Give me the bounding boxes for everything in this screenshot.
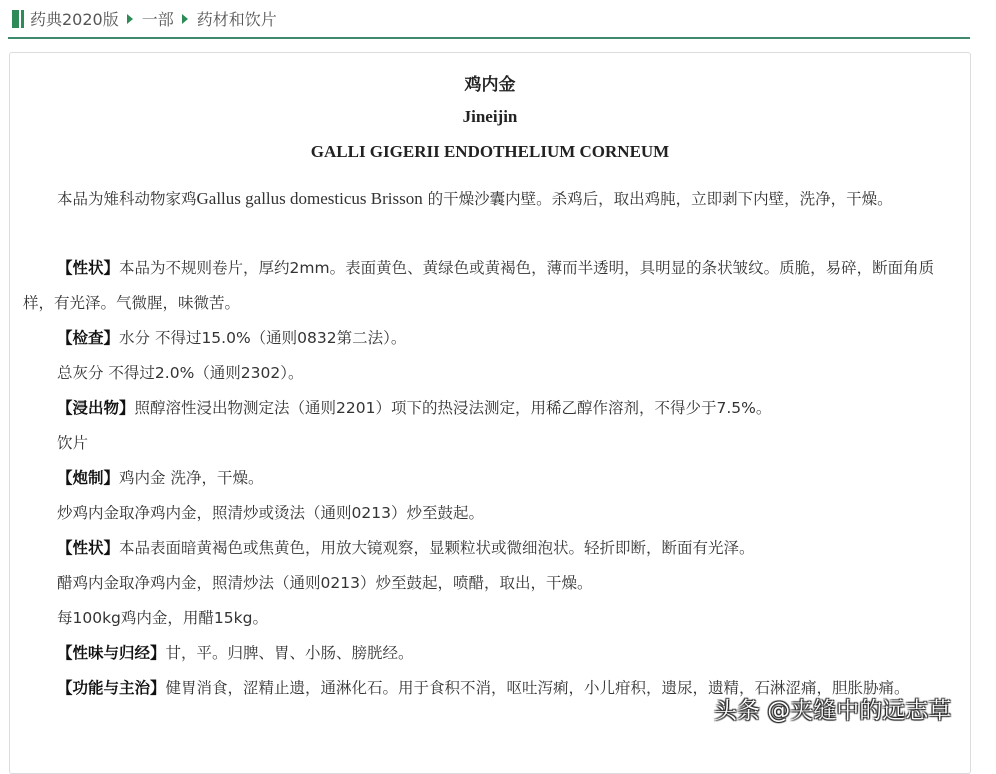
chevron-right-icon [127, 14, 133, 24]
section-text: 饮片 [57, 434, 89, 452]
watermark: 头条 @夹缝中的远志草 [714, 698, 952, 724]
section-text: 照醇溶性浸出物测定法（通则2201）项下的热浸法测定，用稀乙醇作溶剂，不得少于7.5%。 [134, 399, 772, 417]
section-characteristics [23, 251, 963, 321]
monograph-title-latin: GALLI GIGERII ENDOTHELIUM CORNEUM [310, 142, 670, 161]
section-inspection [23, 321, 996, 356]
section-processing [23, 461, 996, 496]
section-text: 总灰分 不得过2.0%（通则2302）。 [57, 364, 304, 382]
section-label: 【性状】 [57, 259, 120, 277]
section-text: 甘，平。归脾、胃、小肠、膀胱经。 [165, 644, 414, 662]
section-label: 【功能与主治】 [57, 679, 166, 697]
section-extractives [23, 391, 996, 426]
section-label: 【检查】 [57, 329, 120, 347]
section-label: 【性状】 [57, 539, 120, 557]
book-icon [12, 10, 24, 28]
section-text: 本品为不规则卷片，厚约2mm。表面黄色、黄绿色或黄褐色，薄而半透明，具明显的条状皱纹。质脆，易碎，断面角质样，有光泽。气微腥，味微苦。 [23, 259, 935, 312]
intro-text-continued: 的干燥沙囊内壁。杀鸡后，取出鸡肫，立即剥下内壁，洗净，干燥。 [422, 190, 893, 208]
breadcrumb-item-part-one[interactable]: 一部 [141, 10, 174, 29]
section-text: 鸡内金 洗净，干燥。 [119, 469, 264, 487]
intro-text: 本品为雉科动物家鸡 [57, 190, 197, 208]
section-characteristics-processed [23, 531, 996, 566]
section-text: 健胃消食，涩精止遗，通淋化石。用于食积不消，呕吐泻痢，小儿疳积，遗尿，遗精，石淋涩痛，胆胀胁痛。 [165, 679, 910, 697]
section-total-ash [23, 356, 996, 391]
monograph-title-pinyin: Jineijin [462, 107, 518, 126]
chevron-right-icon [182, 14, 188, 24]
breadcrumb-item-herbs[interactable]: 药材和饮片 [196, 10, 277, 29]
section-text: 水分 不得过15.0%（通则0832第二法）。 [119, 329, 407, 347]
section-label: 【性味与归经】 [57, 644, 166, 662]
section-stir-fried [23, 496, 996, 531]
section-decoction-pieces [23, 426, 996, 461]
latin-species-name: Gallus gallus domesticus Brisson [196, 189, 423, 208]
section-text: 每100kg鸡内金，用醋15kg。 [57, 609, 268, 627]
section-vinegar-processed [23, 566, 996, 601]
monograph-title-chinese: 鸡内金 [464, 75, 516, 95]
section-text: 炒鸡内金取净鸡内金，照清炒或烫法（通则0213）炒至鼓起。 [57, 504, 484, 522]
section-vinegar-ratio [23, 601, 996, 636]
section-text: 醋鸡内金取净鸡内金，照清炒法（通则0213）炒至鼓起，喷醋，取出，干燥。 [57, 574, 593, 592]
breadcrumb-item-pharmacopoeia[interactable]: 药典2020版 [30, 10, 119, 29]
section-label: 【炮制】 [57, 469, 120, 487]
section-text: 本品表面暗黄褐色或焦黄色，用放大镜观察，显颗粒状或微细泡状。轻折即断，断面有光泽。 [119, 539, 755, 557]
intro-paragraph [23, 181, 963, 217]
section-nature-meridian [23, 636, 963, 671]
breadcrumb [8, 0, 970, 39]
section-label: 【浸出物】 [57, 399, 135, 417]
